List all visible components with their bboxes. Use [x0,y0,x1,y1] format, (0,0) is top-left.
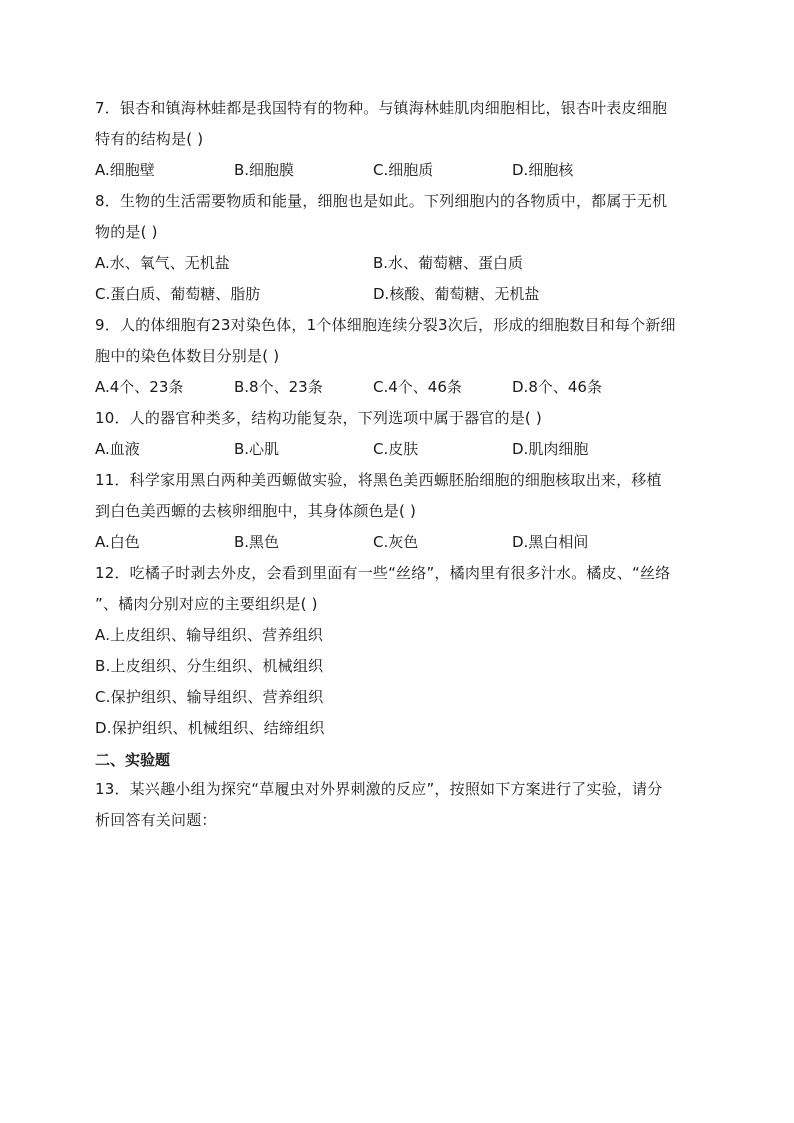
question-11-stem-line1: 11．科学家用黑白两种美西螈做实验，将黑色美西螈胚胎细胞的细胞核取出来，移植 [95,471,662,489]
question-8-options-row1 [95,248,700,279]
question-9-options [95,372,700,403]
option-c: C.细胞质 [373,161,434,179]
question-9 [95,310,700,403]
question-11 [95,465,700,558]
document-page [95,93,700,836]
question-10 [95,403,700,465]
question-11-stem-line2: 到白色美西螈的去核卵细胞中，其身体颜色是( ) [95,502,417,520]
question-12 [95,558,700,744]
option-a: A.白色 [95,533,140,551]
option-b: B.细胞膜 [234,161,295,179]
option-a: A.血液 [95,440,140,458]
question-8 [95,186,700,310]
question-13-stem-line1: 13．某兴趣小组为探究“草履虫对外界刺激的反应”，按照如下方案进行了实验，请分 [95,780,663,798]
option-b: B.水、葡萄糖、蛋白质 [373,254,524,272]
option-d: D.黑白相间 [512,533,589,551]
option-d: D.核酸、葡萄糖、无机盐 [373,285,540,303]
option-d: D.肌肉细胞 [512,440,589,458]
option-a: A.细胞壁 [95,161,155,179]
option-a: A.上皮组织、输导组织、营养组织 [95,626,323,644]
question-8-stem-line1: 8．生物的生活需要物质和能量，细胞也是如此。下列细胞内的各物质中，都属于无机 [95,192,668,210]
question-10-stem-line1: 10．人的器官种类多，结构功能复杂，下列选项中属于器官的是( ) [95,409,542,427]
option-c: C.保护组织、输导组织、营养组织 [95,688,324,706]
option-c: C.4个、46条 [373,378,462,396]
option-c: C.蛋白质、葡萄糖、脂肪 [95,285,261,303]
question-7-stem-line2: 特有的结构是( ) [95,130,204,148]
question-13 [95,774,700,836]
question-7-stem-line1: 7．银杏和镇海林蛙都是我国特有的物种。与镇海林蛙肌肉细胞相比，银杏叶表皮细胞 [95,99,668,117]
question-12-stem-line1: 12．吃橘子时剥去外皮，会看到里面有一些“丝络”，橘肉里有很多汁水。橘皮、“丝络 [95,564,671,582]
option-d: D.保护组织、机械组织、结缔组织 [95,719,325,737]
option-c: C.灰色 [373,533,419,551]
option-c: C.皮肤 [373,440,419,458]
option-d: D.8个、46条 [512,378,602,396]
question-9-stem-line1: 9．人的体细胞有23对染色体，1个体细胞连续分裂3次后，形成的细胞数目和每个新细 [95,316,676,334]
option-b: B.8个、23条 [234,378,323,396]
option-a: A.4个、23条 [95,378,184,396]
question-11-options [95,527,700,558]
question-12-stem-line2: ”、橘肉分别对应的主要组织是( ) [95,595,318,613]
question-8-options-row2 [95,279,700,310]
question-10-options [95,434,700,465]
question-7 [95,93,700,186]
question-9-stem-line2: 胞中的染色体数目分别是( ) [95,347,280,365]
option-d: D.细胞核 [512,161,574,179]
section-heading-experiment: 二、实验题 [95,751,171,769]
option-b: B.上皮组织、分生组织、机械组织 [95,657,324,675]
question-13-stem-line2: 析回答有关问题： [95,811,217,829]
option-b: B.心肌 [234,440,280,458]
question-7-options [95,155,700,186]
option-a: A.水、氧气、无机盐 [95,254,230,272]
option-b: B.黑色 [234,533,280,551]
question-8-stem-line2: 物的是( ) [95,223,158,241]
